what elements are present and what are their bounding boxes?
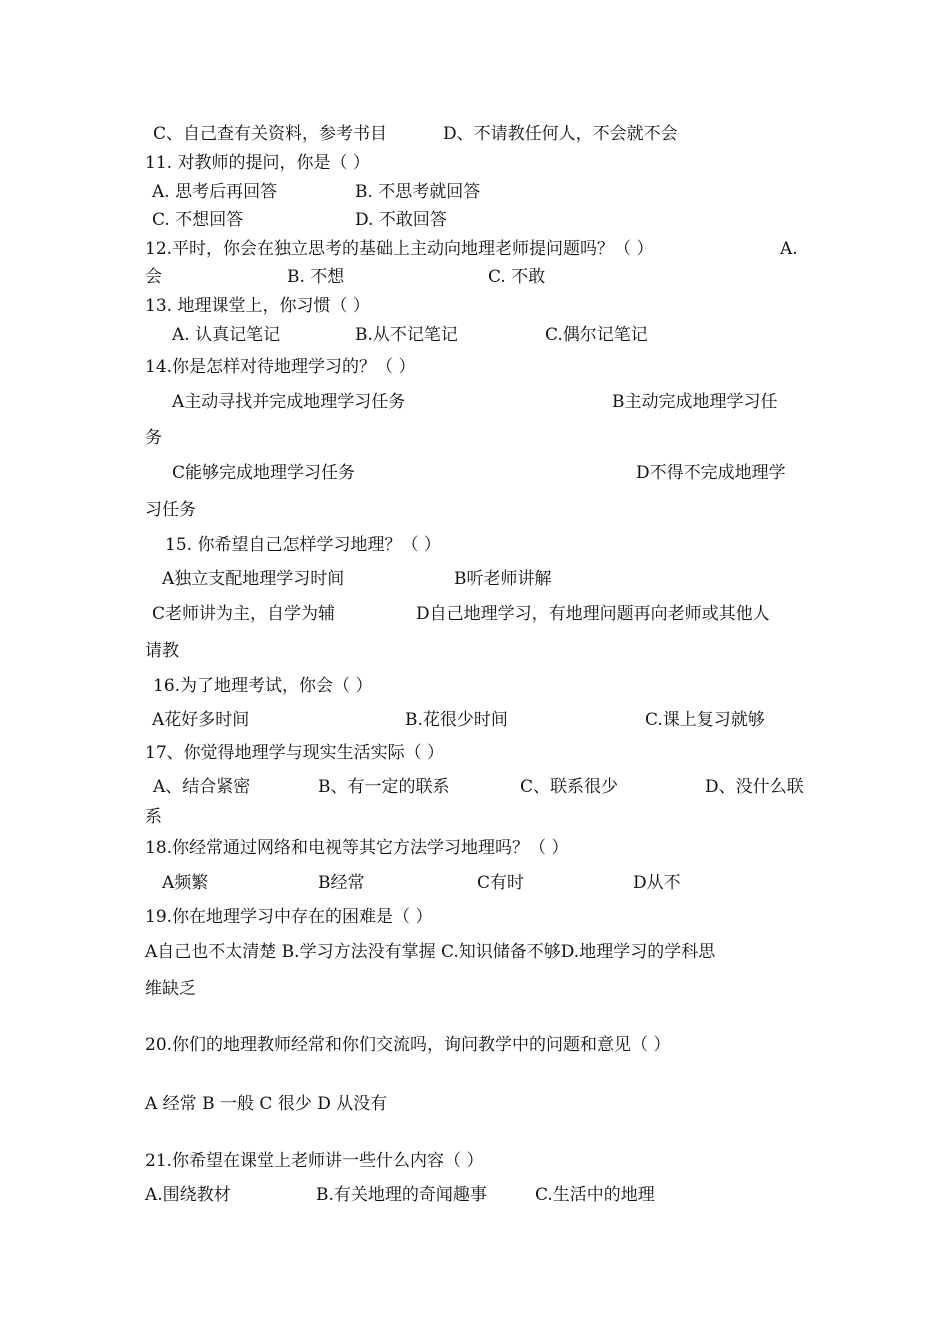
q20-options: A 经常 B 一般 C 很少 D 从没有 [145,1094,388,1114]
question-19: 19.你在地理学习中存在的困难是（ ） [145,907,433,927]
q13-option-b: B.从不记笔记 [355,325,458,345]
q15-option-d: D自己地理学习，有地理问题再向老师或其他人 [416,604,770,624]
q21-option-a: A.围绕教材 [145,1185,231,1205]
q14-option-b: B主动完成地理学习任 [612,392,778,412]
q16-option-b: B.花很少时间 [405,710,508,730]
q12-option-a-label: A. [780,239,798,259]
question-13: 13. 地理课堂上，你习惯（ ） [145,296,370,316]
q15-option-a: A独立支配地理学习时间 [162,569,345,589]
q21-option-b: B.有关地理的奇闻趣事 [316,1185,487,1205]
q16-option-c: C.课上复习就够 [645,710,765,730]
q11-option-a: A. 思考后再回答 [152,182,278,202]
q18-option-a: A频繁 [162,873,209,893]
q12-option-a: 会 [145,267,162,287]
q17-option-a: A、结合紧密 [153,777,251,797]
q10-option-d: D、不请教任何人，不会就不会 [443,124,678,144]
question-21: 21.你希望在课堂上老师讲一些什么内容（ ） [145,1151,484,1171]
question-11: 11. 对教师的提问，你是（ ） [145,153,370,173]
q12-option-c: C. 不敢 [488,267,546,287]
q14-option-c: C能够完成地理学习任务 [172,463,356,483]
q18-option-c: C有时 [477,873,525,893]
q11-option-b: B. 不思考就回答 [355,182,481,202]
question-16: 16.为了地理考试，你会（ ） [153,676,373,696]
q17-option-d: D、没什么联 [705,777,804,797]
q11-option-c: C. 不想回答 [152,210,244,230]
q14-option-d: D不得不完成地理学 [636,463,786,483]
q17-option-c: C、联系很少 [520,777,619,797]
question-18: 18.你经常通过网络和电视等其它方法学习地理吗？（ ） [145,838,569,858]
q13-option-a: A. 认真记笔记 [172,325,281,345]
question-14: 14.你是怎样对待地理学习的？（ ） [145,357,416,377]
q13-option-c: C.偶尔记笔记 [545,325,648,345]
q12-option-b: B. 不想 [287,267,345,287]
q21-option-c: C.生活中的地理 [535,1185,655,1205]
q18-option-d: D从不 [633,873,681,893]
question-20: 20.你们的地理教师经常和你们交流吗，询问教学中的问题和意见（ ） [145,1035,671,1055]
question-12: 12.平时，你会在独立思考的基础上主动向地理老师提问题吗？（ ） [145,239,654,259]
q15-option-b: B听老师讲解 [454,569,552,589]
q14-option-b-cont: 务 [145,428,162,448]
q14-option-d-cont: 习任务 [145,500,196,520]
q10-option-c: C、自己查有关资料，参考书目 [153,124,388,144]
q11-option-d: D. 不敢回答 [355,210,447,230]
q15-option-c: C老师讲为主，自学为辅 [152,604,336,624]
q16-option-a: A花好多时间 [152,710,250,730]
question-15: 15. 你希望自己怎样学习地理？（ ） [165,535,441,555]
q18-option-b: B经常 [318,873,365,893]
q19-options: A自己也不太清楚 B.学习方法没有掌握 C.知识储备不够D.地理学习的学科思 [145,942,716,962]
q17-option-d-cont: 系 [145,807,162,827]
q17-option-b: B、有一定的联系 [318,777,450,797]
q14-option-a: A主动寻找并完成地理学习任务 [172,392,406,412]
q19-options-cont: 维缺乏 [145,979,196,999]
question-17: 17、你觉得地理学与现实生活实际（ ） [145,743,445,763]
q15-option-d-cont: 请教 [145,641,179,661]
